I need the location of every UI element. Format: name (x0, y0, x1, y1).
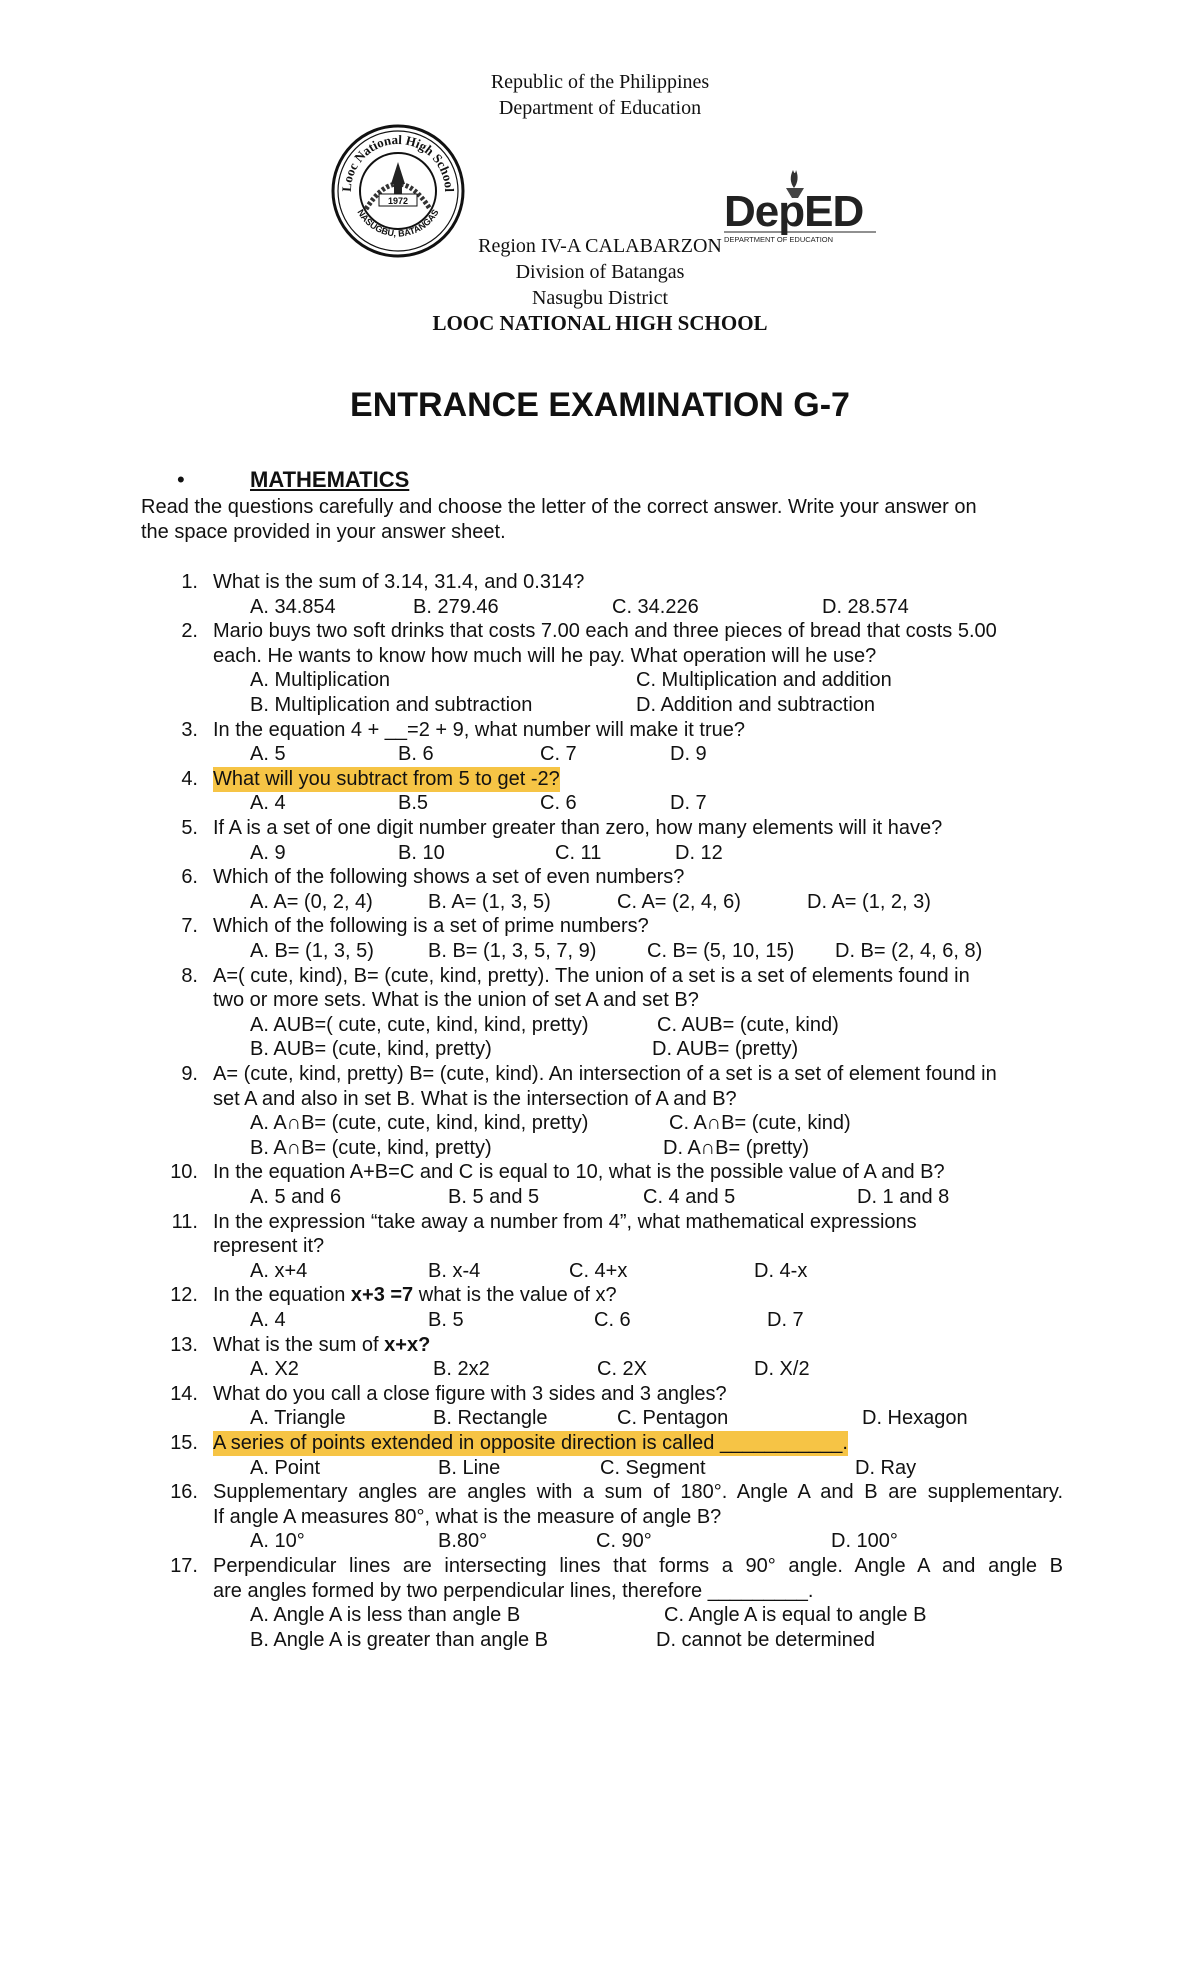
answer-option-d: D. 1 and 8 (857, 1186, 950, 1208)
question-number: 2. (181, 620, 198, 643)
question-text: In the equation 4 + __=2 + 9, what number will make it true? (213, 718, 745, 741)
answer-option-a: A. B= (1, 3, 5) (250, 940, 374, 962)
question-text: In the equation A+B=C and C is equal to 10, what is the possible value of A and B? (213, 1161, 945, 1184)
header-department: Department of Education (498, 97, 702, 119)
question-text-part: what is the value of x? (413, 1284, 617, 1307)
answer-option-a: A. 5 and 6 (250, 1186, 342, 1208)
answer-option-b: B.80° (438, 1530, 488, 1553)
answer-option-a: A. Angle A is less than angle B (250, 1604, 521, 1627)
answer-option-b: B. 10 (398, 841, 445, 864)
question-text: A series of points extended in opposite direction is called ___________. (213, 1432, 848, 1454)
question-expression: x+x? (384, 1333, 431, 1356)
answer-option-d: D. Hexagon (862, 1407, 968, 1430)
question-number: 15. (170, 1432, 198, 1454)
question-text: Perpendicular lines are intersecting lines that forms a 90° angle. Angle A and angle B (213, 1555, 1063, 1577)
answer-option-c: C. A= (2, 4, 6) (617, 890, 741, 913)
question-text: What is the sum of 3.14, 31.4, and 0.314? (213, 571, 585, 593)
question-text (213, 1283, 617, 1308)
question-text: are angles formed by two perpendicular lines, therefore _________. (213, 1579, 814, 1602)
answer-option-d: D. 9 (670, 743, 707, 766)
answer-option-c: C. Pentagon (617, 1407, 729, 1430)
svg-text:1972: 1972 (387, 196, 409, 206)
answer-option-c: C. 11 (555, 841, 602, 864)
answer-option-b: B. Rectangle (433, 1407, 548, 1430)
question-text: two or more sets. What is the union of set A and set B? (213, 989, 699, 1012)
question-text: What do you call a close figure with 3 sides and 3 angles? (213, 1382, 727, 1405)
question-number: 8. (181, 964, 198, 987)
answer-option-d: D. A∩B= (pretty) (663, 1136, 810, 1159)
answer-option-b: B. 279.46 (413, 595, 499, 618)
answer-option-b: B. AUB= (cute, kind, pretty) (250, 1038, 492, 1061)
exam-title: ENTRANCE EXAMINATION G-7 (350, 386, 850, 424)
question-text: Which of the following is a set of prime numbers? (213, 915, 649, 938)
question-number: 13. (170, 1333, 198, 1356)
answer-option-c: C. AUB= (cute, kind) (657, 1013, 839, 1036)
header-region: Region IV-A CALABARZON (478, 235, 722, 257)
question-text: A=( cute, kind), B= (cute, kind, pretty). The union of a set is a set of elements found in (213, 964, 970, 987)
answer-option-a: A. Triangle (250, 1407, 346, 1430)
answer-option-b: B. 5 (428, 1309, 464, 1331)
question-text: If A is a set of one digit number greater than zero, how many elements will it have? (213, 817, 943, 839)
answer-option-a: A. Point (250, 1456, 321, 1479)
svg-text:DepED: DepED (724, 187, 864, 236)
question-text: each. He wants to know how much will he pay. What operation will he use? (213, 644, 877, 667)
question-number: 9. (181, 1063, 198, 1085)
question-number: 12. (170, 1284, 198, 1307)
answer-option-b: B. Angle A is greater than angle B (250, 1628, 548, 1651)
answer-option-a: A. 5 (250, 743, 286, 766)
answer-option-c: C. 4+x (569, 1259, 628, 1282)
instructions-line-2: the space provided in your answer sheet. (141, 521, 506, 543)
question-text: A= (cute, kind, pretty) B= (cute, kind). An intersection of a set is a set of element found in (213, 1063, 997, 1085)
question-text-part: What is the sum of (213, 1333, 385, 1356)
question-number: 17. (170, 1555, 198, 1577)
question-text-part: In the equation (213, 1284, 351, 1307)
answer-option-b: B. 6 (398, 743, 434, 766)
answer-option-c: C. A∩B= (cute, kind) (669, 1112, 851, 1135)
answer-option-c: C. Multiplication and addition (636, 669, 892, 692)
question-number: 10. (170, 1161, 198, 1184)
answer-option-a: A. x+4 (250, 1259, 308, 1282)
answer-option-c: C. B= (5, 10, 15) (647, 940, 795, 962)
answer-option-d: D. 7 (767, 1309, 804, 1331)
answer-option-d: D. B= (2, 4, 6, 8) (835, 940, 983, 962)
answer-option-b: B. Multiplication and subtraction (250, 694, 533, 716)
answer-option-b: B. 5 and 5 (448, 1186, 540, 1208)
header-district: Nasugbu District (531, 287, 669, 309)
answer-option-b: B. B= (1, 3, 5, 7, 9) (428, 940, 597, 962)
question-text (213, 1333, 430, 1358)
question-number: 14. (170, 1382, 198, 1405)
answer-option-d: D. 12 (675, 841, 723, 864)
question-text: If angle A measures 80°, what is the measure of angle B? (213, 1505, 722, 1528)
question-text: set A and also in set B. What is the intersection of A and B? (213, 1087, 737, 1110)
answer-option-a: A. Multiplication (250, 669, 391, 692)
question-text: What will you subtract from 5 to get -2? (213, 767, 560, 790)
header-school: LOOC NATIONAL HIGH SCHOOL (432, 311, 768, 335)
answer-option-b: B. A= (1, 3, 5) (428, 890, 551, 913)
answer-option-a: A. X2 (250, 1358, 299, 1381)
question-number: 7. (181, 915, 198, 938)
answer-option-d: D. AUB= (pretty) (652, 1038, 799, 1061)
answer-option-d: D. 100° (831, 1530, 898, 1553)
svg-text:Looc National High School: Looc National High School (338, 131, 458, 193)
answer-option-d: D. A= (1, 2, 3) (807, 890, 931, 913)
svg-text:NASUGBU, BATANGAS: NASUGBU, BATANGAS (355, 207, 441, 239)
answer-option-b: B.5 (398, 792, 429, 815)
answer-option-c: C. Segment (600, 1456, 706, 1479)
answer-option-b: B. x-4 (428, 1259, 481, 1282)
answer-option-b: B. 2x2 (433, 1358, 490, 1381)
answer-option-b: B. Line (438, 1456, 501, 1479)
answer-option-d: D. Addition and subtraction (636, 694, 876, 716)
question-number: 16. (170, 1481, 198, 1504)
answer-option-a: A. 9 (250, 841, 286, 864)
question-number: 11. (171, 1210, 198, 1233)
answer-option-a: A. A= (0, 2, 4) (250, 890, 373, 913)
question-expression: x+3 =7 (350, 1284, 414, 1307)
answer-option-d: D. 7 (670, 792, 707, 815)
question-text: In the expression “take away a number from 4”, what mathematical expressions (213, 1210, 917, 1233)
answer-option-c: C. 6 (540, 792, 577, 815)
question-number: 4. (181, 767, 198, 790)
answer-option-c: C. 90° (596, 1530, 652, 1553)
answer-option-c: C. 2X (597, 1358, 648, 1381)
answer-option-a: A. 4 (250, 792, 286, 815)
answer-option-c: C. Angle A is equal to angle B (664, 1604, 927, 1627)
question-text: Supplementary angles are angles with a sum of 180°. Angle A and B are supplementary. (213, 1481, 1063, 1504)
section-label: MATHEMATICS (250, 467, 410, 492)
answer-option-b: B. A∩B= (cute, kind, pretty) (250, 1136, 492, 1159)
svg-text:DEPARTMENT OF EDUCATION: DEPARTMENT OF EDUCATION (724, 235, 834, 244)
question-number: 3. (181, 718, 198, 741)
answer-option-c: C. 34.226 (612, 595, 699, 618)
instructions-line-1: Read the questions carefully and choose the letter of the correct answer. Write your answer on (141, 496, 977, 518)
answer-option-c: C. 4 and 5 (643, 1186, 736, 1208)
header-division: Division of Batangas (515, 261, 685, 283)
answer-option-a: A. 4 (250, 1309, 286, 1331)
answer-option-d: D. 4-x (754, 1259, 808, 1282)
question-number: 6. (181, 866, 198, 889)
answer-option-d: D. Ray (855, 1456, 917, 1479)
answer-option-a: A. 10° (250, 1530, 305, 1553)
answer-option-c: C. 7 (540, 743, 577, 766)
answer-option-d: D. 28.574 (822, 595, 909, 618)
answer-option-d: D. X/2 (754, 1358, 810, 1381)
question-number: 1. (181, 571, 198, 593)
answer-option-a: A. A∩B= (cute, cute, kind, kind, pretty) (250, 1112, 589, 1135)
answer-option-c: C. 6 (594, 1309, 631, 1331)
bullet-icon: • (177, 467, 185, 492)
question-number: 5. (181, 817, 198, 839)
answer-option-a: A. 34.854 (250, 595, 336, 618)
question-text: Which of the following shows a set of even numbers? (213, 866, 685, 889)
answer-option-d: D. cannot be determined (656, 1628, 876, 1651)
answer-option-a: A. AUB=( cute, cute, kind, kind, pretty) (250, 1013, 589, 1036)
question-text: represent it? (213, 1235, 325, 1258)
question-text: Mario buys two soft drinks that costs 7.00 each and three pieces of bread that costs 5.00 (213, 620, 997, 643)
header-country: Republic of the Philippines (490, 71, 710, 93)
